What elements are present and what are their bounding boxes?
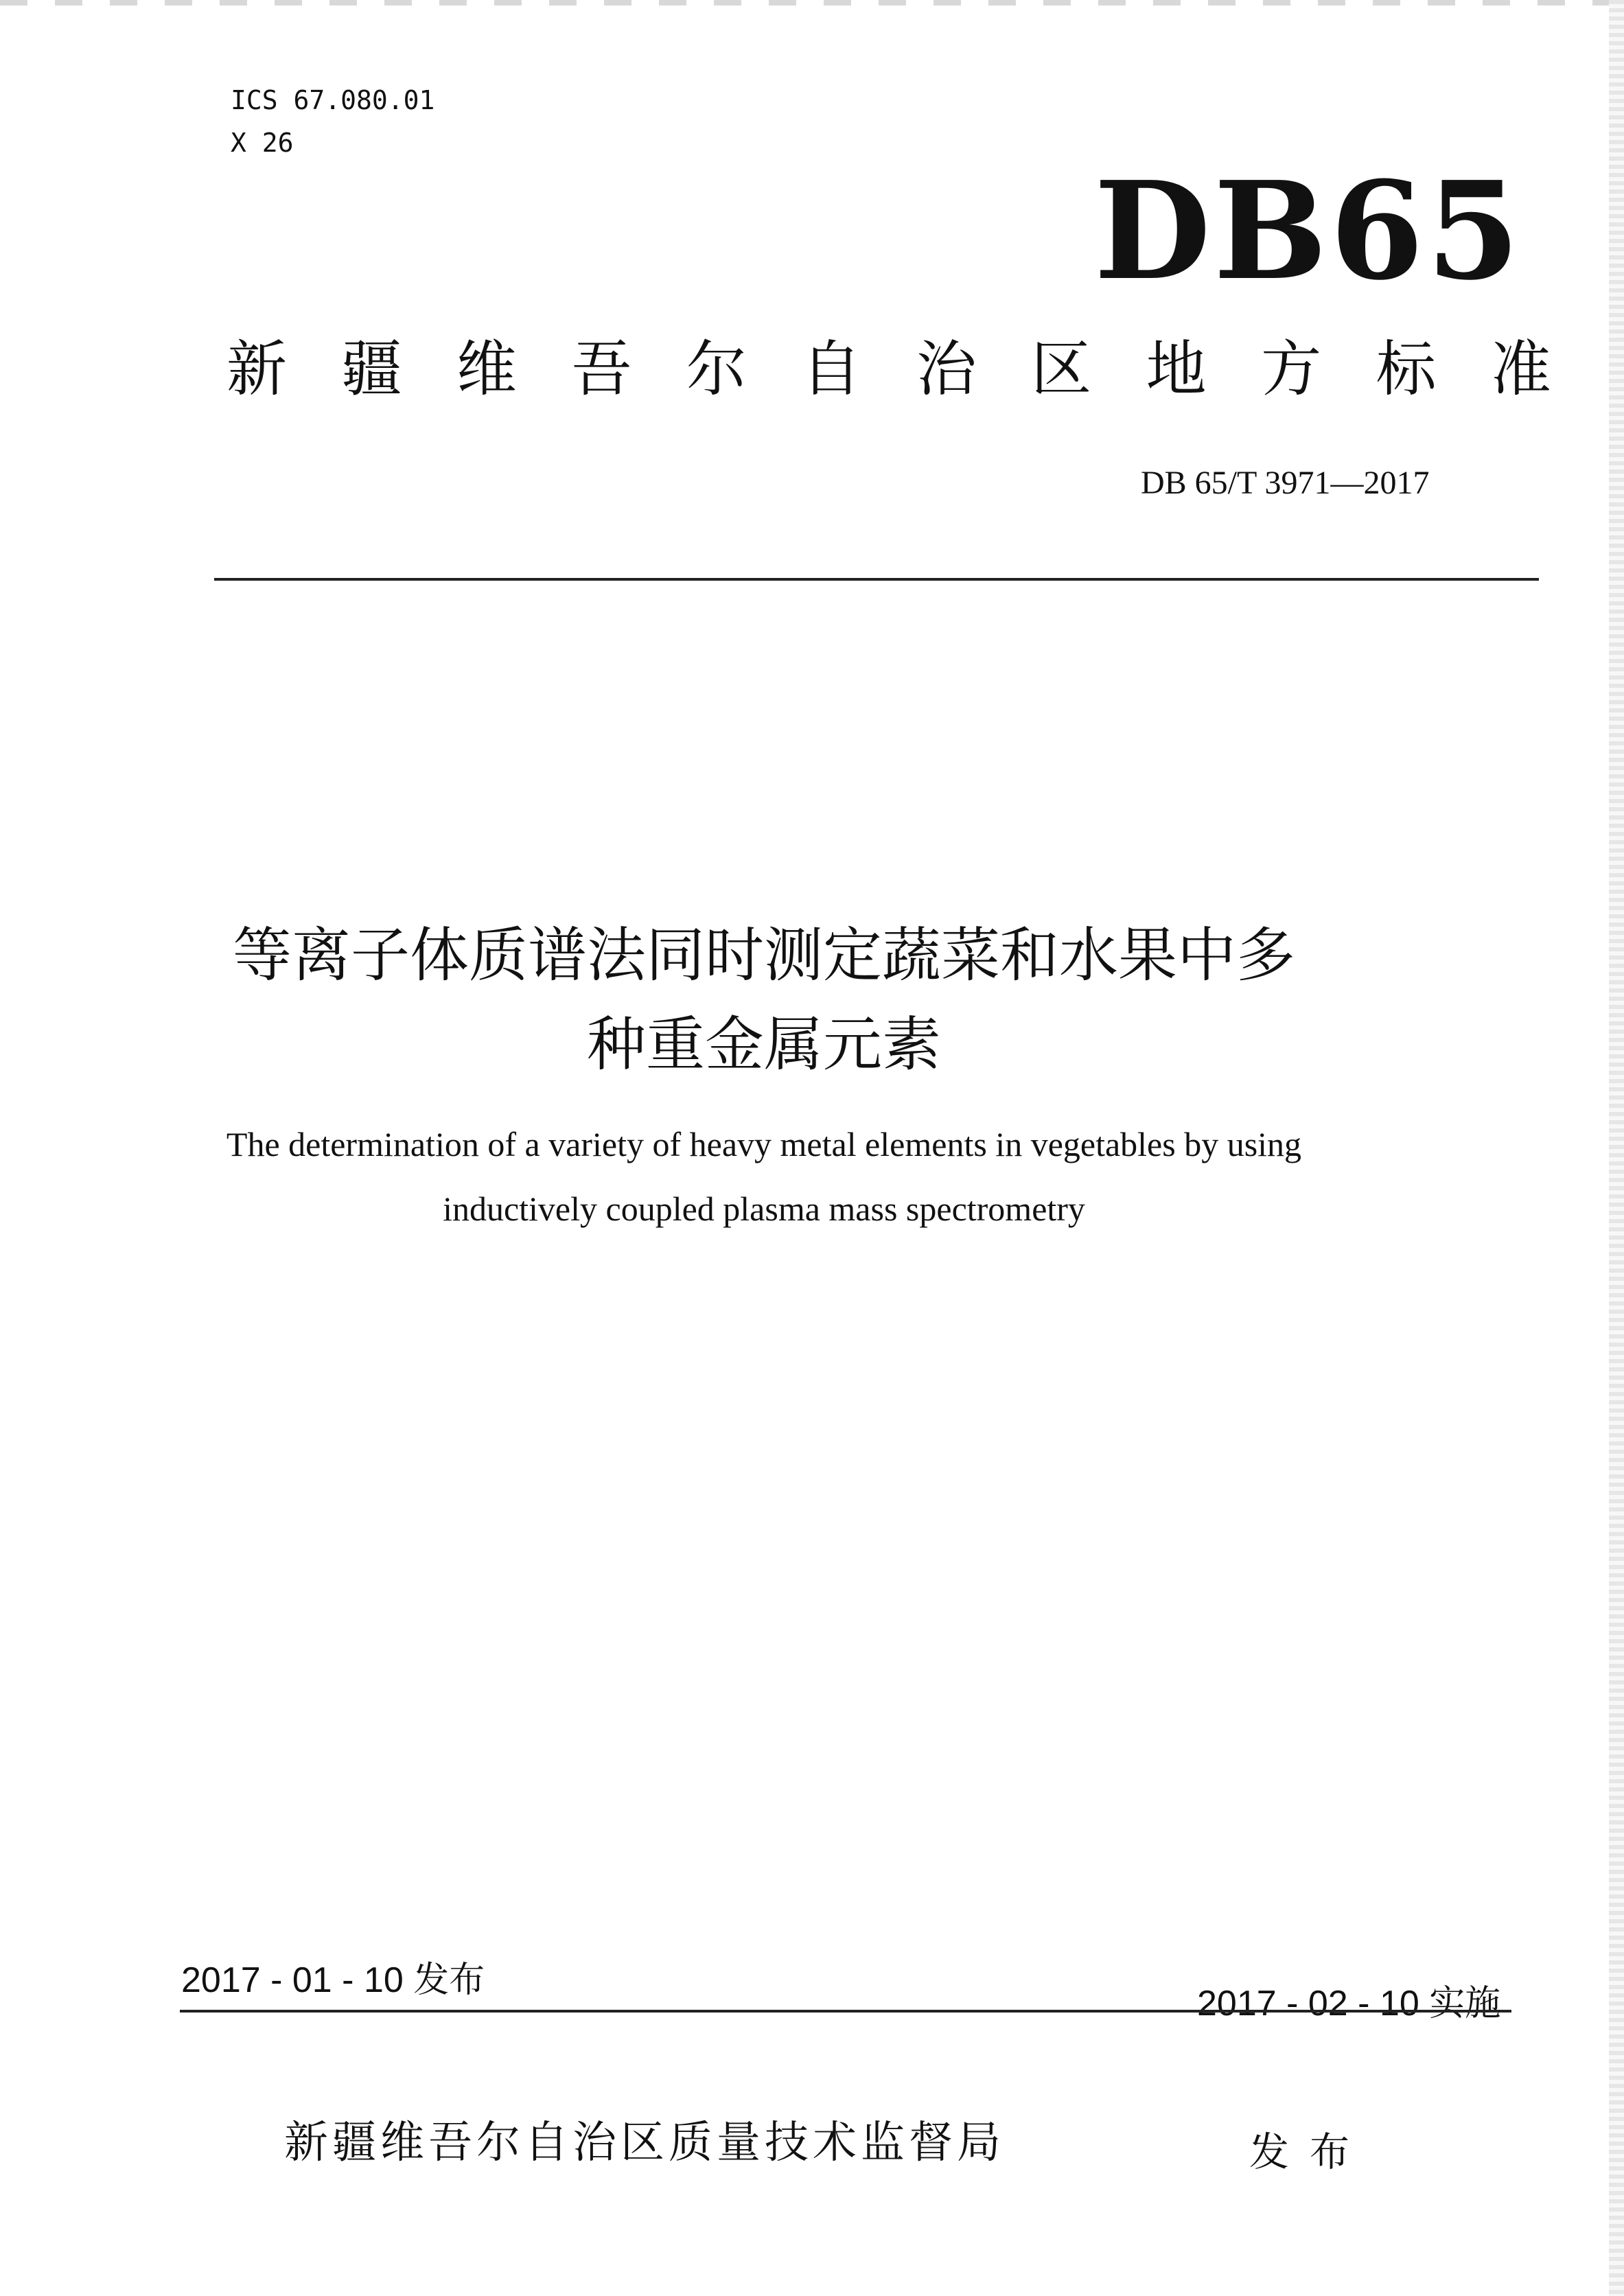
standard-type-char: 准 [1490,334,1551,404]
scan-top-edge [0,0,1624,5]
standard-type-char: 治 [916,334,977,404]
standard-type-char: 疆 [341,334,402,404]
standard-type-char: 标 [1376,334,1437,404]
date-divider [180,2010,1511,2013]
db-logo: DB65 [1094,152,1523,310]
classification-code: X 26 [231,128,294,158]
standard-type-char: 尔 [686,334,747,404]
standard-type-char: 吾 [571,334,632,404]
ics-code: ICS 67.080.01 [231,85,435,115]
effective-date: 2017 - 02 - 10 实施 [1197,1984,1501,2024]
standard-type-char: 地 [1146,334,1207,404]
standard-type-char: 新 [227,334,288,404]
publish-label: 发布 [1249,2129,1371,2175]
standard-type-char: 方 [1261,334,1322,404]
standard-type-char: 自 [801,334,862,404]
standard-type-char: 维 [456,334,517,404]
title-english-line-2: inductively coupled plasma mass spectrometry [443,1190,1085,1228]
standard-type-char: 区 [1031,334,1092,404]
title-chinese-line-2: 种重金属元素 [587,1010,941,1079]
standard-type-heading [227,321,1551,408]
header-divider [214,578,1539,581]
title-english-line-1: The determination of a variety of heavy metal elements in vegetables by using [226,1125,1302,1163]
issue-date: 2017 - 01 - 10 发布 [181,1960,485,2000]
standard-number: DB 65/T 3971—2017 [1141,465,1430,501]
title-chinese-line-1: 等离子体质谱法同时测定蔬菜和水果中多 [233,921,1295,990]
publisher: 新疆维吾尔自治区质量技术监督局 [284,2118,1005,2168]
